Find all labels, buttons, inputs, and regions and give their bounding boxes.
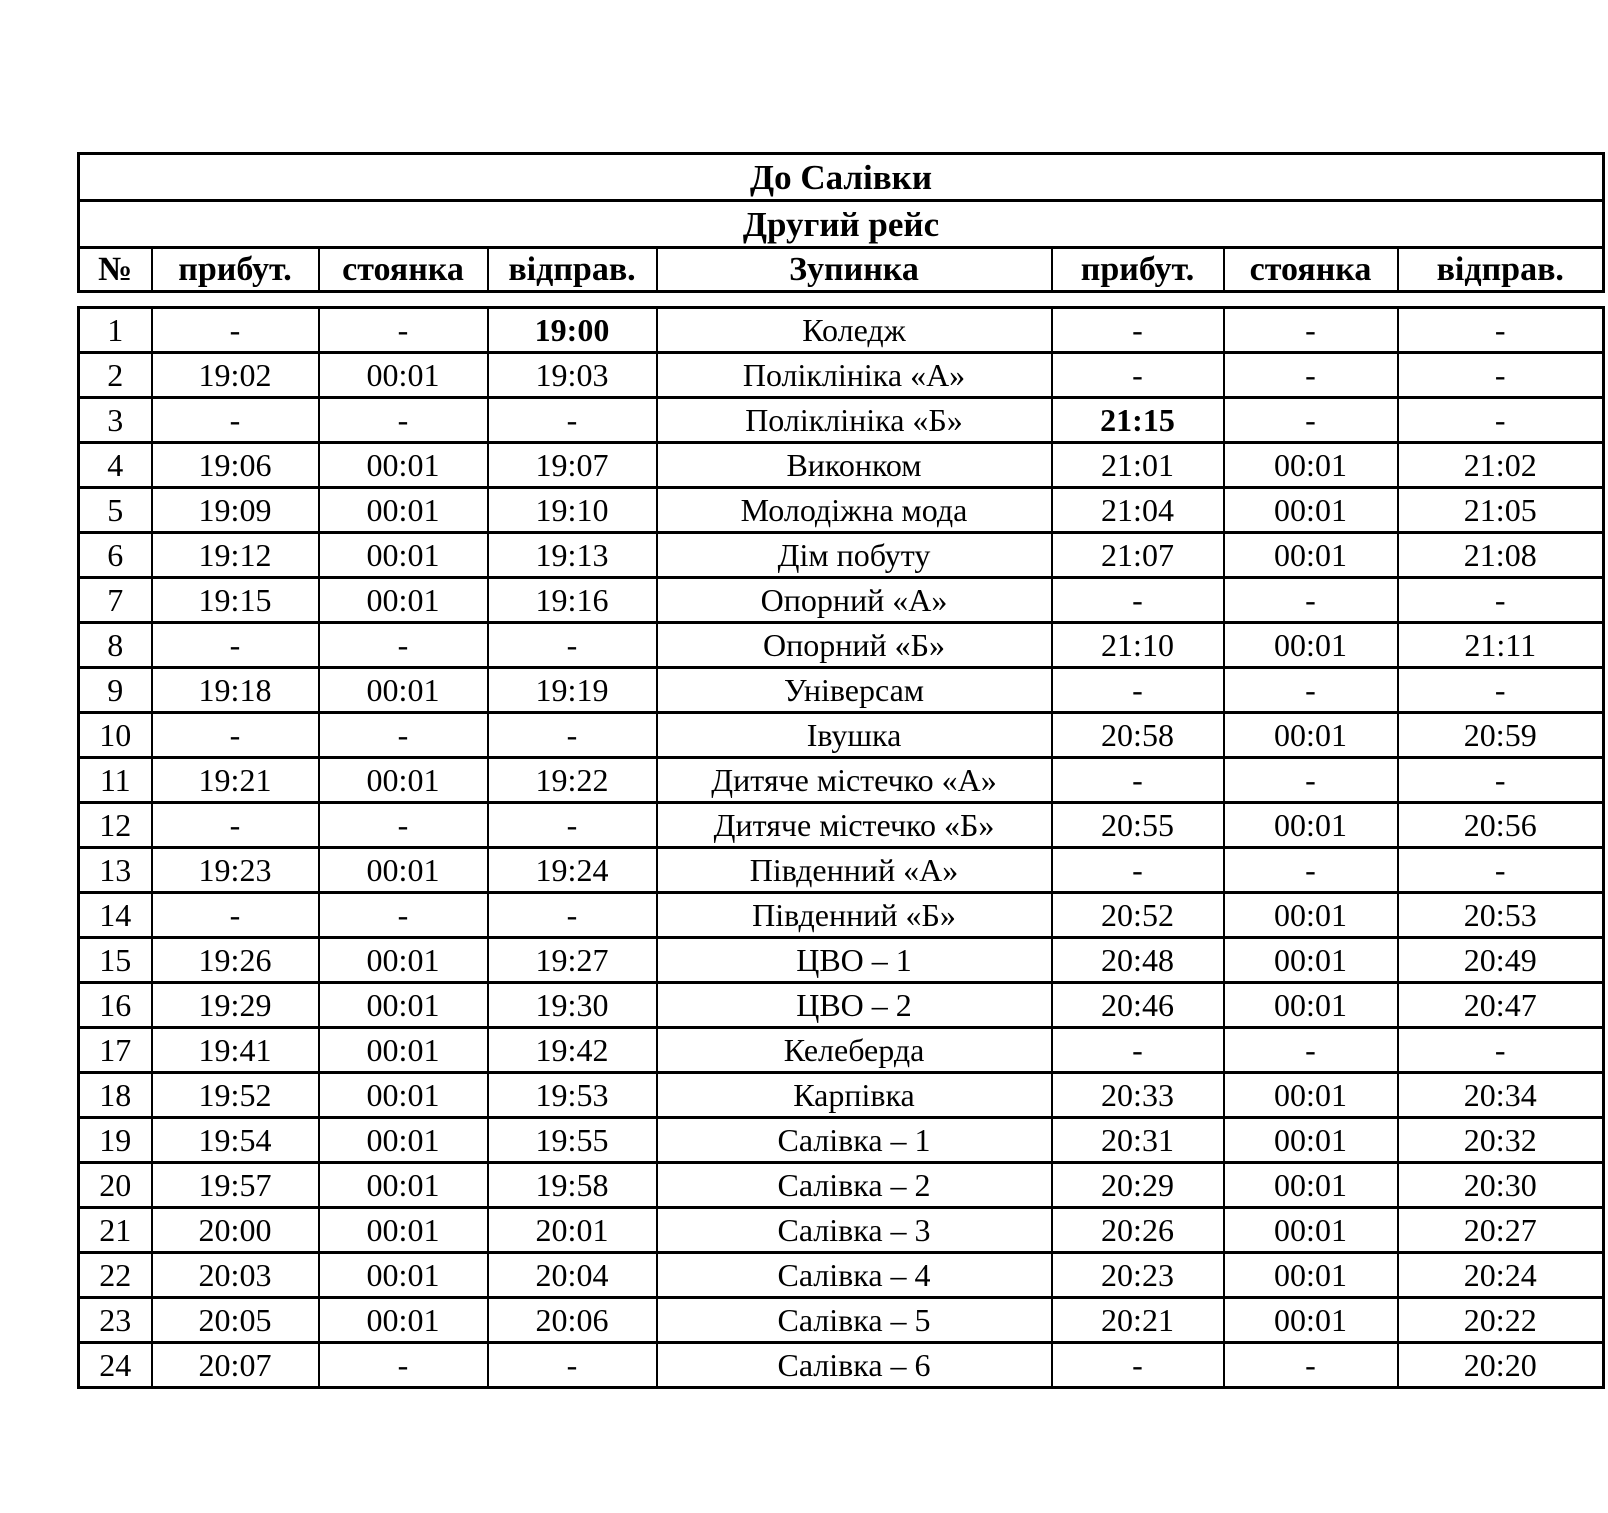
cell-stop-name: ЦВО – 2 [657, 983, 1052, 1028]
cell-number: 18 [79, 1073, 152, 1118]
cell-return-departure: 21:11 [1398, 623, 1604, 668]
cell-return-departure: - [1398, 308, 1604, 353]
cell-return-arrival: 21:07 [1052, 533, 1224, 578]
cell-number: 21 [79, 1208, 152, 1253]
cell-outbound-departure: - [488, 1343, 657, 1388]
cell-outbound-departure: - [488, 623, 657, 668]
cell-outbound-departure: 19:27 [488, 938, 657, 983]
cell-outbound-arrival: 19:06 [152, 443, 319, 488]
cell-number: 6 [79, 533, 152, 578]
bus-timetable [77, 152, 1602, 1389]
column-header-outbound-departure: відправ. [488, 248, 657, 292]
cell-outbound-departure: 19:53 [488, 1073, 657, 1118]
column-header-number: № [79, 248, 152, 292]
cell-outbound-arrival: - [152, 308, 319, 353]
cell-outbound-arrival: 19:23 [152, 848, 319, 893]
cell-outbound-stopover: 00:01 [319, 578, 488, 623]
cell-number: 9 [79, 668, 152, 713]
cell-return-arrival: 20:52 [1052, 893, 1224, 938]
cell-return-stopover: 00:01 [1224, 713, 1398, 758]
cell-outbound-stopover: 00:01 [319, 1028, 488, 1073]
cell-outbound-departure: 19:55 [488, 1118, 657, 1163]
timetable-row [79, 623, 1604, 668]
cell-return-departure: - [1398, 668, 1604, 713]
cell-outbound-stopover: 00:01 [319, 353, 488, 398]
cell-return-arrival: 20:55 [1052, 803, 1224, 848]
cell-return-departure: 20:56 [1398, 803, 1604, 848]
cell-return-stopover: - [1224, 758, 1398, 803]
cell-number: 15 [79, 938, 152, 983]
cell-stop-name: Салівка – 4 [657, 1253, 1052, 1298]
cell-outbound-stopover: 00:01 [319, 1298, 488, 1343]
cell-outbound-stopover: 00:01 [319, 1253, 488, 1298]
cell-return-stopover: 00:01 [1224, 803, 1398, 848]
timetable-row [79, 938, 1604, 983]
cell-return-arrival: 20:33 [1052, 1073, 1224, 1118]
cell-stop-name: Келеберда [657, 1028, 1052, 1073]
cell-outbound-stopover: 00:01 [319, 1118, 488, 1163]
timetable-body-table [77, 306, 1605, 1389]
cell-stop-name: Салівка – 1 [657, 1118, 1052, 1163]
cell-return-arrival: 20:23 [1052, 1253, 1224, 1298]
cell-return-arrival: 20:58 [1052, 713, 1224, 758]
cell-return-arrival: 21:15 [1052, 398, 1224, 443]
cell-return-stopover: 00:01 [1224, 1163, 1398, 1208]
cell-outbound-arrival: 19:21 [152, 758, 319, 803]
cell-outbound-departure: 19:58 [488, 1163, 657, 1208]
cell-return-departure: 21:05 [1398, 488, 1604, 533]
column-header-return-departure: відправ. [1398, 248, 1604, 292]
cell-return-stopover: 00:01 [1224, 443, 1398, 488]
cell-return-stopover: 00:01 [1224, 1298, 1398, 1343]
cell-outbound-arrival: 20:03 [152, 1253, 319, 1298]
cell-outbound-departure: 20:01 [488, 1208, 657, 1253]
timetable-row [79, 1253, 1604, 1298]
cell-return-departure: - [1398, 578, 1604, 623]
column-header-stop-name: Зупинка [657, 248, 1052, 292]
cell-number: 3 [79, 398, 152, 443]
cell-outbound-arrival: 19:52 [152, 1073, 319, 1118]
cell-outbound-departure: 19:30 [488, 983, 657, 1028]
cell-stop-name: Карпівка [657, 1073, 1052, 1118]
cell-stop-name: Південний «А» [657, 848, 1052, 893]
cell-return-stopover: - [1224, 848, 1398, 893]
cell-outbound-departure: - [488, 713, 657, 758]
cell-return-stopover: - [1224, 353, 1398, 398]
cell-outbound-departure: 19:22 [488, 758, 657, 803]
cell-outbound-stopover: 00:01 [319, 533, 488, 578]
cell-return-departure: 20:59 [1398, 713, 1604, 758]
timetable-row [79, 668, 1604, 713]
timetable-row [79, 533, 1604, 578]
cell-outbound-arrival: 19:54 [152, 1118, 319, 1163]
cell-number: 7 [79, 578, 152, 623]
cell-stop-name: Салівка – 6 [657, 1343, 1052, 1388]
cell-stop-name: Поліклініка «А» [657, 353, 1052, 398]
timetable-row [79, 893, 1604, 938]
cell-return-stopover: 00:01 [1224, 1118, 1398, 1163]
cell-return-arrival: 20:26 [1052, 1208, 1224, 1253]
cell-outbound-arrival: 19:02 [152, 353, 319, 398]
title-row [79, 154, 1604, 201]
cell-number: 13 [79, 848, 152, 893]
cell-return-departure: - [1398, 848, 1604, 893]
cell-number: 17 [79, 1028, 152, 1073]
cell-return-arrival: - [1052, 308, 1224, 353]
cell-stop-name: Дитяче містечко «Б» [657, 803, 1052, 848]
cell-return-departure: 20:20 [1398, 1343, 1604, 1388]
cell-outbound-departure: 19:10 [488, 488, 657, 533]
cell-return-stopover: 00:01 [1224, 1253, 1398, 1298]
timetable-row [79, 1073, 1604, 1118]
cell-return-stopover: 00:01 [1224, 623, 1398, 668]
table-subtitle: Другий рейс [79, 201, 1604, 248]
cell-return-departure: 20:30 [1398, 1163, 1604, 1208]
timetable-header-table [77, 152, 1605, 293]
timetable-row [79, 1343, 1604, 1388]
cell-outbound-arrival: 19:18 [152, 668, 319, 713]
cell-outbound-arrival: 19:26 [152, 938, 319, 983]
cell-return-departure: 21:02 [1398, 443, 1604, 488]
timetable-row [79, 758, 1604, 803]
column-header-return-stopover: стоянка [1224, 248, 1398, 292]
cell-outbound-departure: 20:04 [488, 1253, 657, 1298]
cell-return-arrival: 20:29 [1052, 1163, 1224, 1208]
cell-outbound-arrival: 19:29 [152, 983, 319, 1028]
cell-outbound-stopover: - [319, 1343, 488, 1388]
cell-number: 1 [79, 308, 152, 353]
cell-return-stopover: - [1224, 308, 1398, 353]
column-header-row [79, 248, 1604, 292]
cell-return-arrival: 21:10 [1052, 623, 1224, 668]
cell-return-stopover: - [1224, 1028, 1398, 1073]
cell-number: 14 [79, 893, 152, 938]
cell-return-stopover: - [1224, 1343, 1398, 1388]
cell-outbound-stopover: - [319, 398, 488, 443]
cell-stop-name: Молодіжна мода [657, 488, 1052, 533]
cell-outbound-departure: 19:07 [488, 443, 657, 488]
cell-number: 20 [79, 1163, 152, 1208]
timetable-row [79, 488, 1604, 533]
cell-outbound-departure: 19:03 [488, 353, 657, 398]
cell-return-departure: - [1398, 353, 1604, 398]
cell-outbound-stopover: - [319, 893, 488, 938]
timetable-row [79, 308, 1604, 353]
cell-outbound-departure: 19:13 [488, 533, 657, 578]
cell-return-arrival: - [1052, 758, 1224, 803]
cell-return-departure: 20:34 [1398, 1073, 1604, 1118]
cell-outbound-departure: - [488, 803, 657, 848]
cell-outbound-departure: 19:16 [488, 578, 657, 623]
cell-outbound-departure: 19:42 [488, 1028, 657, 1073]
cell-return-arrival: - [1052, 848, 1224, 893]
cell-outbound-arrival: - [152, 803, 319, 848]
cell-outbound-arrival: 20:07 [152, 1343, 319, 1388]
cell-outbound-arrival: 20:00 [152, 1208, 319, 1253]
cell-stop-name: Виконком [657, 443, 1052, 488]
cell-outbound-stopover: - [319, 713, 488, 758]
header-body-gap [77, 293, 1602, 306]
cell-return-stopover: 00:01 [1224, 893, 1398, 938]
cell-return-arrival: 20:21 [1052, 1298, 1224, 1343]
cell-stop-name: Салівка – 5 [657, 1298, 1052, 1343]
cell-outbound-arrival: - [152, 623, 319, 668]
cell-number: 23 [79, 1298, 152, 1343]
cell-outbound-stopover: 00:01 [319, 983, 488, 1028]
cell-outbound-stopover: - [319, 308, 488, 353]
cell-return-arrival: - [1052, 668, 1224, 713]
cell-return-arrival: - [1052, 1028, 1224, 1073]
cell-stop-name: Салівка – 2 [657, 1163, 1052, 1208]
cell-number: 12 [79, 803, 152, 848]
cell-outbound-departure: 20:06 [488, 1298, 657, 1343]
cell-outbound-stopover: 00:01 [319, 1208, 488, 1253]
timetable-body [79, 308, 1604, 1388]
cell-outbound-stopover: - [319, 803, 488, 848]
cell-outbound-arrival: - [152, 398, 319, 443]
column-header-outbound-stopover: стоянка [319, 248, 488, 292]
cell-number: 10 [79, 713, 152, 758]
cell-stop-name: Південний «Б» [657, 893, 1052, 938]
subtitle-row [79, 201, 1604, 248]
cell-return-arrival: - [1052, 1343, 1224, 1388]
cell-return-departure: 20:22 [1398, 1298, 1604, 1343]
timetable-row [79, 1163, 1604, 1208]
cell-number: 5 [79, 488, 152, 533]
timetable-row [79, 1118, 1604, 1163]
table-title: До Салівки [79, 154, 1604, 201]
column-header-return-arrival: прибут. [1052, 248, 1224, 292]
cell-outbound-stopover: 00:01 [319, 668, 488, 713]
cell-return-departure: - [1398, 758, 1604, 803]
cell-stop-name: Дитяче містечко «А» [657, 758, 1052, 803]
column-header-outbound-arrival: прибут. [152, 248, 319, 292]
cell-outbound-departure: - [488, 398, 657, 443]
cell-outbound-stopover: 00:01 [319, 1073, 488, 1118]
cell-return-stopover: - [1224, 578, 1398, 623]
timetable-row [79, 1298, 1604, 1343]
cell-stop-name: Опорний «Б» [657, 623, 1052, 668]
cell-outbound-departure: - [488, 893, 657, 938]
cell-return-departure: - [1398, 398, 1604, 443]
cell-outbound-stopover: 00:01 [319, 1163, 488, 1208]
cell-outbound-arrival: 19:09 [152, 488, 319, 533]
cell-return-stopover: 00:01 [1224, 983, 1398, 1028]
timetable-row [79, 398, 1604, 443]
cell-number: 11 [79, 758, 152, 803]
cell-outbound-arrival: 20:05 [152, 1298, 319, 1343]
timetable-row [79, 713, 1604, 758]
cell-return-arrival: 20:48 [1052, 938, 1224, 983]
cell-return-arrival: - [1052, 578, 1224, 623]
timetable-row [79, 983, 1604, 1028]
cell-return-arrival: 20:46 [1052, 983, 1224, 1028]
cell-stop-name: ЦВО – 1 [657, 938, 1052, 983]
cell-return-stopover: 00:01 [1224, 1208, 1398, 1253]
cell-outbound-stopover: - [319, 623, 488, 668]
cell-return-arrival: - [1052, 353, 1224, 398]
cell-number: 22 [79, 1253, 152, 1298]
cell-stop-name: Салівка – 3 [657, 1208, 1052, 1253]
cell-outbound-stopover: 00:01 [319, 443, 488, 488]
cell-outbound-arrival: 19:12 [152, 533, 319, 578]
timetable-row [79, 1208, 1604, 1253]
cell-outbound-arrival: - [152, 713, 319, 758]
cell-number: 16 [79, 983, 152, 1028]
cell-return-stopover: 00:01 [1224, 938, 1398, 983]
cell-return-arrival: 21:04 [1052, 488, 1224, 533]
cell-outbound-arrival: 19:15 [152, 578, 319, 623]
cell-return-arrival: 21:01 [1052, 443, 1224, 488]
cell-number: 24 [79, 1343, 152, 1388]
cell-stop-name: Універсам [657, 668, 1052, 713]
timetable-row [79, 443, 1604, 488]
cell-return-stopover: 00:01 [1224, 1073, 1398, 1118]
cell-outbound-stopover: 00:01 [319, 488, 488, 533]
cell-return-arrival: 20:31 [1052, 1118, 1224, 1163]
cell-return-departure: - [1398, 1028, 1604, 1073]
cell-outbound-departure: 19:00 [488, 308, 657, 353]
cell-return-departure: 21:08 [1398, 533, 1604, 578]
cell-return-stopover: 00:01 [1224, 488, 1398, 533]
cell-stop-name: Коледж [657, 308, 1052, 353]
cell-number: 8 [79, 623, 152, 668]
cell-outbound-stopover: 00:01 [319, 938, 488, 983]
timetable-row [79, 803, 1604, 848]
cell-stop-name: Івушка [657, 713, 1052, 758]
cell-outbound-arrival: 19:57 [152, 1163, 319, 1208]
timetable-row [79, 848, 1604, 893]
cell-return-departure: 20:49 [1398, 938, 1604, 983]
cell-number: 4 [79, 443, 152, 488]
cell-number: 2 [79, 353, 152, 398]
timetable-row [79, 353, 1604, 398]
cell-return-stopover: - [1224, 668, 1398, 713]
cell-return-stopover: 00:01 [1224, 533, 1398, 578]
cell-return-departure: 20:32 [1398, 1118, 1604, 1163]
cell-stop-name: Поліклініка «Б» [657, 398, 1052, 443]
cell-number: 19 [79, 1118, 152, 1163]
cell-stop-name: Опорний «А» [657, 578, 1052, 623]
cell-outbound-arrival: - [152, 893, 319, 938]
cell-return-stopover: - [1224, 398, 1398, 443]
cell-return-departure: 20:24 [1398, 1253, 1604, 1298]
cell-outbound-departure: 19:24 [488, 848, 657, 893]
cell-outbound-stopover: 00:01 [319, 848, 488, 893]
cell-return-departure: 20:27 [1398, 1208, 1604, 1253]
cell-outbound-departure: 19:19 [488, 668, 657, 713]
cell-outbound-arrival: 19:41 [152, 1028, 319, 1073]
timetable-row [79, 1028, 1604, 1073]
cell-stop-name: Дім побуту [657, 533, 1052, 578]
cell-return-departure: 20:47 [1398, 983, 1604, 1028]
cell-return-departure: 20:53 [1398, 893, 1604, 938]
cell-outbound-stopover: 00:01 [319, 758, 488, 803]
timetable-row [79, 578, 1604, 623]
